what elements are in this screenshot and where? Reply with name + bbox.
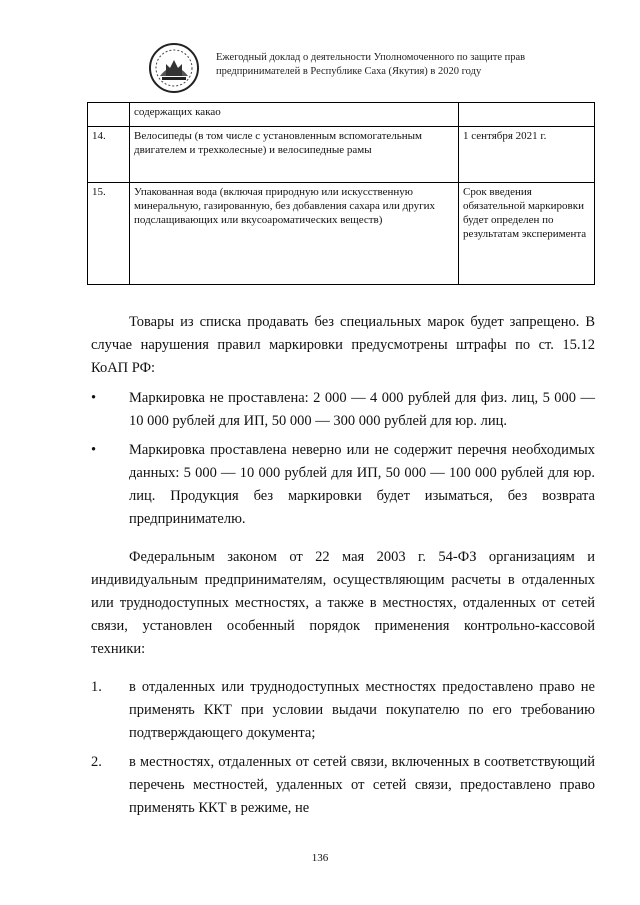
list-item <box>91 387 595 433</box>
list-item-text: в отдаленных или труднодоступных местностях предоставлено право не применять ККТ при условии выдачи покупателю по его требованию подтверждающего документа; <box>129 679 595 741</box>
numbered-list <box>91 676 595 820</box>
report-header <box>216 51 596 79</box>
table-cell-name: Велосипеды (в том числе с установленным вспомогательным двигателем и трехколесные) и велосипедные рамы <box>130 127 459 183</box>
table-cell-name: Упакованная вода (включая природную или искусственную минеральную, газированную, без добавления сахара или других подслащивающих или вкусоароматических веществ) <box>130 183 459 285</box>
table-row <box>88 183 595 285</box>
list-item <box>91 751 595 820</box>
paragraph-law-54fz: Федеральным законом от 22 мая 2003 г. 54-ФЗ организациям и индивидуальным предпринимателям, осуществляющим расчеты в отдаленных или труднодоступных местностях, а также в местностях, отдаленных от сетей связи, установлен особенный порядок применения контрольно-кассовой техники: <box>91 549 595 657</box>
list-number: 2. <box>91 754 102 770</box>
fines-bullet-list <box>91 387 595 531</box>
table-cell-num <box>88 103 130 127</box>
bullet-marker: • <box>91 442 97 458</box>
list-item-text: Маркировка не проставлена: 2 000 — 4 000 рублей для физ. лиц, 5 000 — 10 000 рублей для ИП, 50 000 — 300 000 рублей для юр. лиц. <box>129 390 595 429</box>
table-cell-num: 14. <box>88 127 130 183</box>
table-row <box>88 127 595 183</box>
list-number: 1. <box>91 679 102 695</box>
header-line-1: Ежегодный доклад о деятельности Уполномоченного по защите прав <box>216 52 526 63</box>
table-cell-num: 15. <box>88 183 130 285</box>
table-cell-date <box>459 103 595 127</box>
list-item <box>91 676 595 745</box>
paragraph-fines-intro: Товары из списка продавать без специальных марок будет запрещено. В случае нарушения правил маркировки предусмотрены штрафы по ст. 15.12 КоАП РФ: <box>91 314 595 376</box>
table-cell-name: содержащих какао <box>130 103 459 127</box>
ombudsman-emblem-icon <box>148 42 200 94</box>
list-item <box>91 439 595 531</box>
table-row <box>88 103 595 127</box>
list-item-text: Маркировка проставлена неверно или не содержит перечня необходимых данных: 5 000 — 10 000 рублей для ИП, 50 000 — 100 000 рублей для юр. лиц. Продукция без маркировки будет изыматься, без возврата предпринимателю. <box>129 442 595 527</box>
table-cell-date: Срок введения обязательной маркировки будет определен по результатам эксперимента <box>459 183 595 285</box>
list-item-text: в местностях, отдаленных от сетей связи, включенных в соответствующий перечень местностей, удаленных от сетей связи, предоставлено право применять ККТ в режиме, не <box>129 754 595 816</box>
table-cell-date: 1 сентября 2021 г. <box>459 127 595 183</box>
page-number: 136 <box>311 852 329 864</box>
bullet-marker: • <box>91 390 97 406</box>
goods-table <box>87 102 595 285</box>
header-line-2: предпринимателей в Республике Саха (Якутия) в 2020 году <box>216 66 482 77</box>
